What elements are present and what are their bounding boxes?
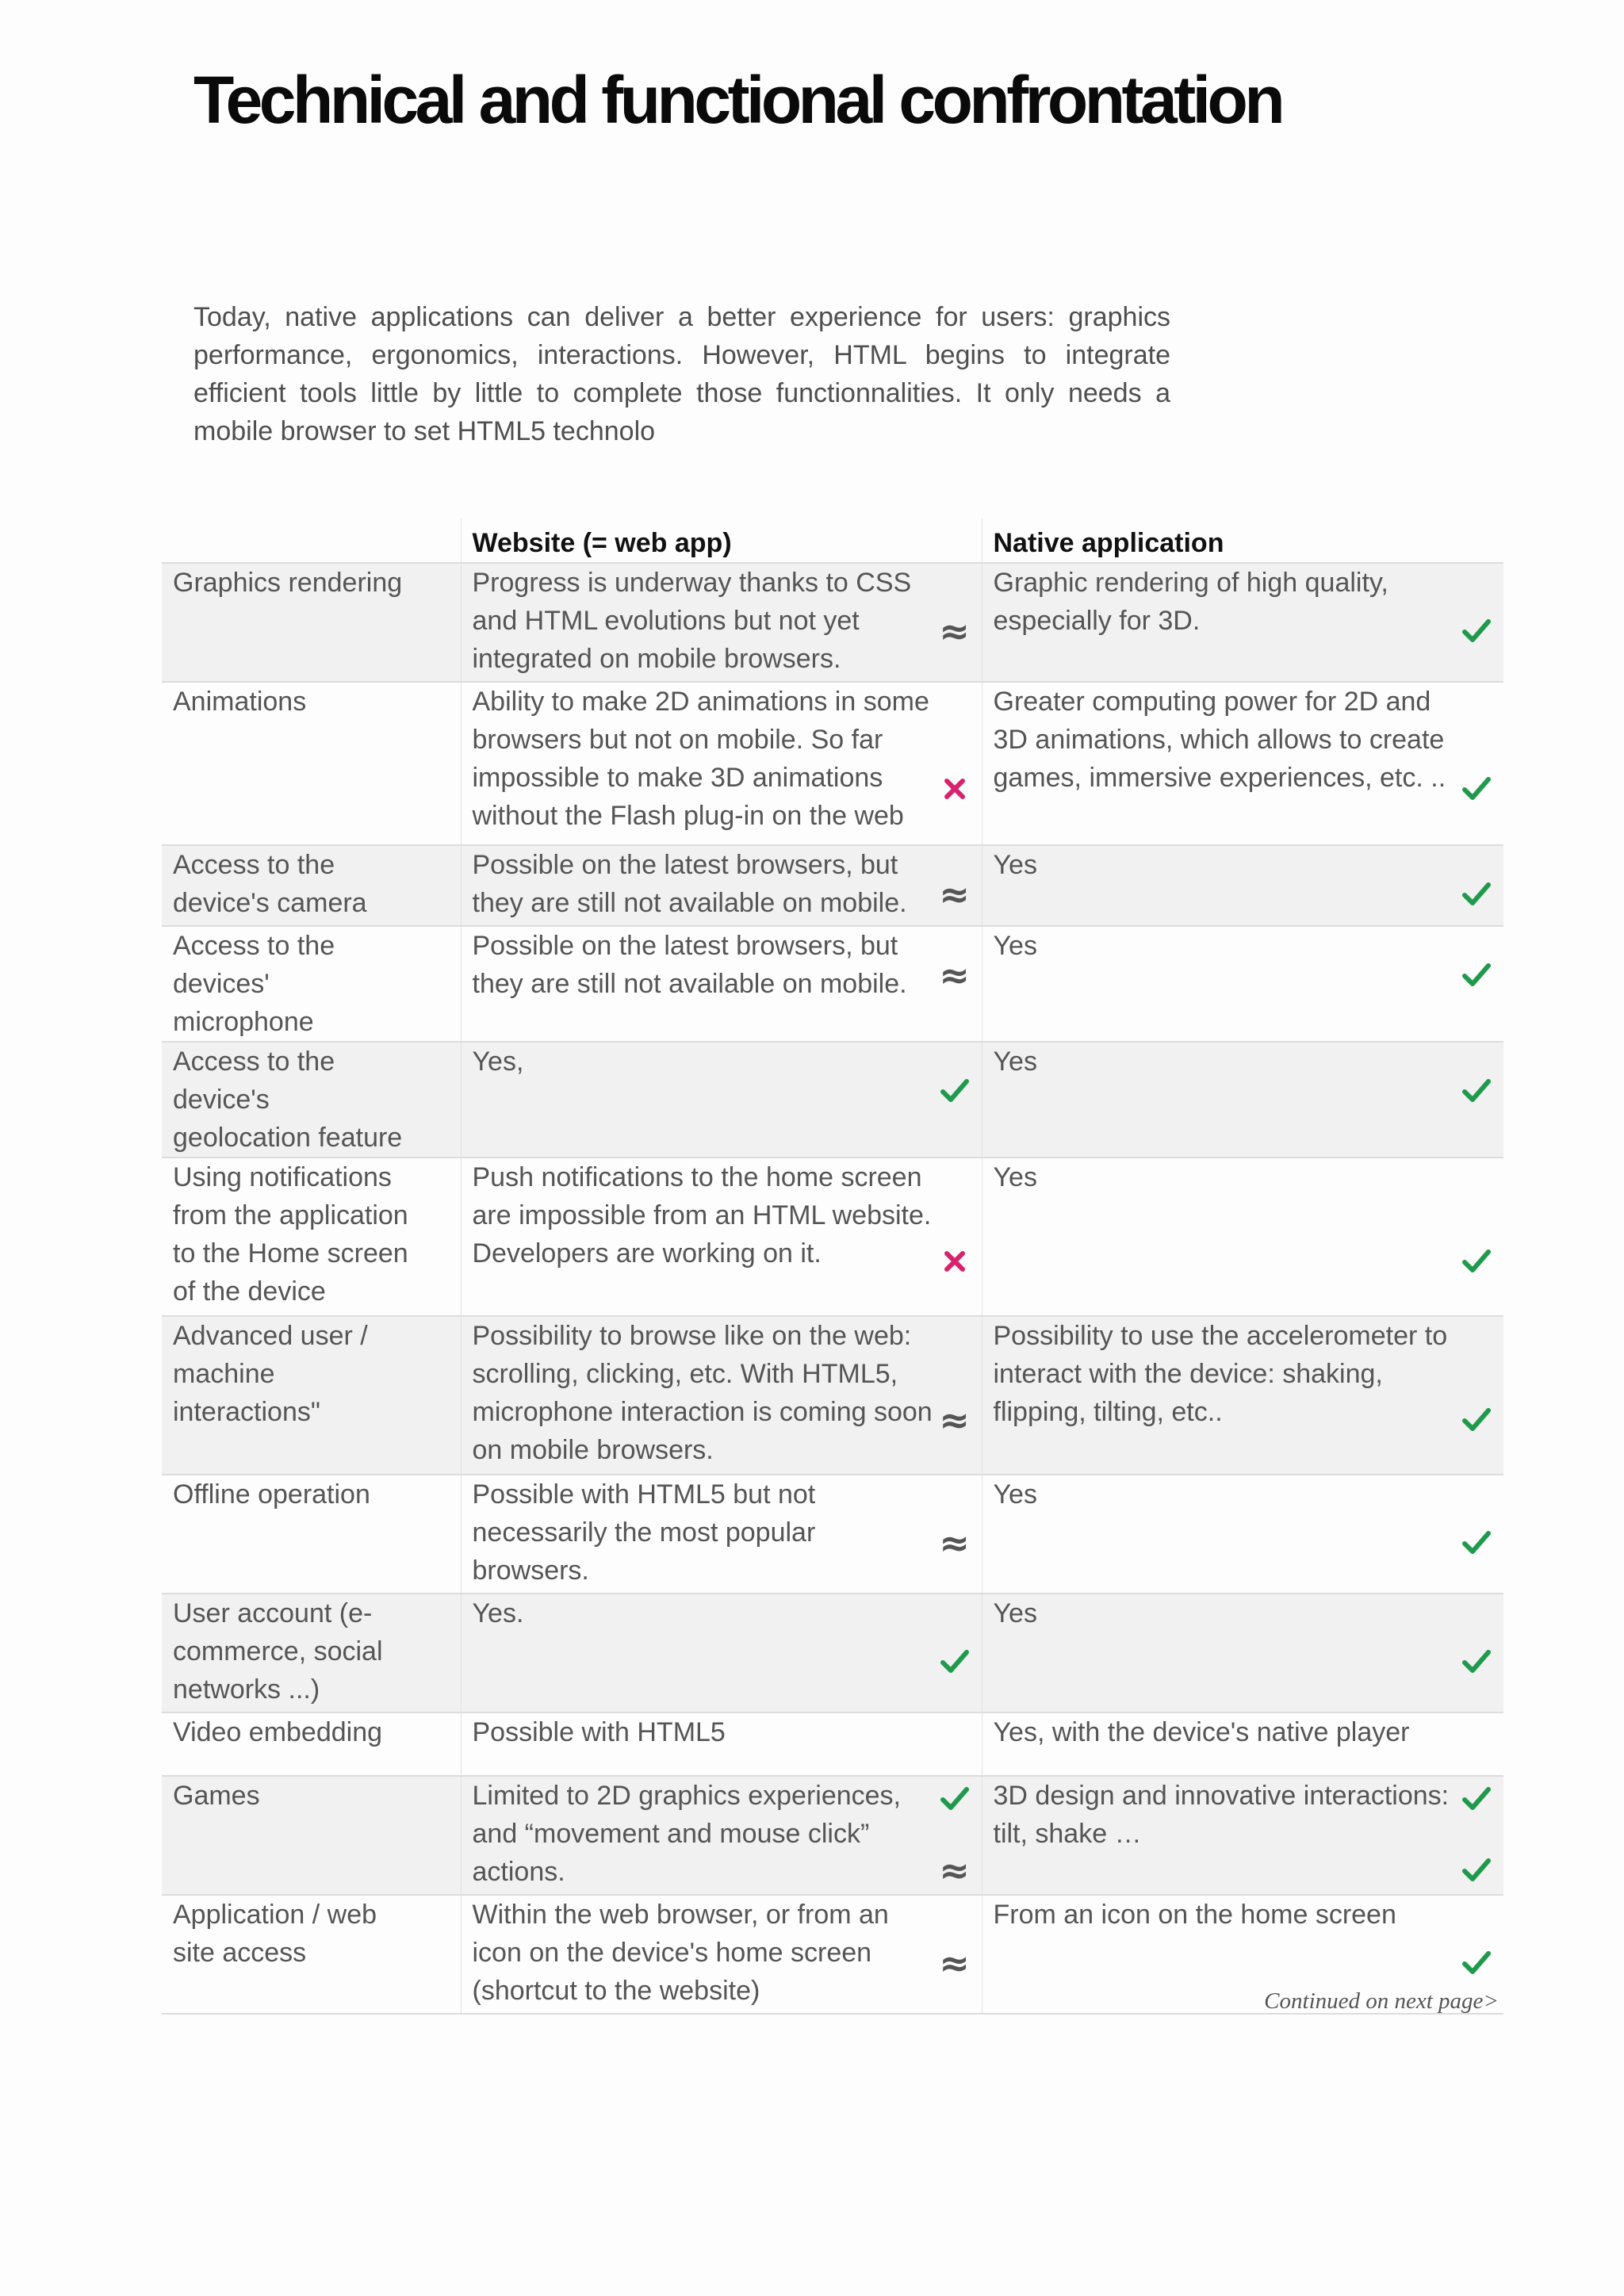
web-cell: [461, 563, 982, 682]
native-text: From an icon on the home screen: [993, 1900, 1396, 1930]
check-icon: [1461, 1646, 1492, 1678]
native-text: Yes: [993, 931, 1037, 961]
feature-label: Access to the device's camera: [173, 850, 367, 918]
feature-label: Offline operation: [173, 1479, 370, 1510]
table-row: [162, 563, 1503, 682]
native-text: Yes: [993, 1598, 1037, 1628]
web-cell: [461, 1594, 982, 1712]
web-text: Yes.: [472, 1598, 524, 1628]
check-icon: [1461, 1527, 1492, 1559]
native-cell: [982, 682, 1503, 845]
native-cell: [982, 1475, 1503, 1594]
web-cell: [461, 1475, 982, 1594]
feature-cell: [162, 563, 461, 682]
approx-icon: ≈: [939, 610, 970, 652]
table-row: [162, 1712, 1503, 1776]
feature-cell: [162, 1475, 461, 1594]
table-row: [162, 682, 1503, 845]
feature-cell: [162, 682, 461, 845]
approx-icon: ≈: [939, 954, 970, 997]
web-text: Within the web browser, or from an icon on the device's home screen (shortcut to the website): [472, 1900, 889, 2006]
feature-cell: [162, 926, 461, 1042]
feature-cell: [162, 1042, 461, 1158]
check-icon: [1461, 1854, 1492, 1886]
web-text: Possible with HTML5 but not necessarily the most popular browsers.: [472, 1479, 816, 1586]
table-row: [162, 1042, 1503, 1158]
native-text: Yes: [993, 1162, 1037, 1192]
feature-cell: [162, 1594, 461, 1712]
feature-label: Advanced user / machine interactions": [173, 1321, 368, 1427]
feature-label: Access to the device's geolocation feature: [173, 1047, 403, 1153]
web-text: Possible with HTML5: [472, 1717, 726, 1747]
cross-icon: [939, 1246, 971, 1277]
check-icon: [1461, 1404, 1492, 1436]
web-cell: [461, 1042, 982, 1158]
check-icon: [1461, 878, 1492, 910]
native-text: Yes: [993, 850, 1037, 880]
web-cell: [461, 1158, 982, 1316]
feature-label: Animations: [173, 687, 307, 717]
feature-cell: [162, 1712, 461, 1776]
feature-cell: [162, 1158, 461, 1316]
header-native: Native application: [993, 528, 1224, 558]
web-cell: [461, 926, 982, 1042]
web-text: Possible on the latest browsers, but they are still not available on mobile.: [472, 931, 907, 999]
native-cell: [982, 1158, 1503, 1316]
table-row: [162, 926, 1503, 1042]
web-cell: [461, 682, 982, 845]
feature-label: Games: [173, 1781, 260, 1811]
feature-cell: [162, 845, 461, 926]
native-text: Graphic rendering of high quality, especially for 3D.: [993, 568, 1388, 636]
check-icon: [939, 1783, 971, 1815]
table-header-row: [162, 519, 1503, 563]
header-website: Website (= web app): [461, 519, 982, 563]
web-cell: [461, 845, 982, 926]
check-icon: [1461, 1783, 1492, 1815]
approx-icon: ≈: [939, 873, 970, 916]
approx-icon: ≈: [939, 1849, 970, 1892]
feature-label: Using notifications from the application to the Home screen of the device: [173, 1162, 408, 1307]
check-icon: [939, 1075, 971, 1107]
web-text: Possible on the latest browsers, but they are still not available on mobile.: [472, 850, 907, 918]
web-cell: [461, 1895, 982, 2014]
web-text: Limited to 2D graphics experiences, and “movement and mouse click” actions.: [472, 1781, 901, 1887]
native-cell: [982, 1776, 1503, 1895]
native-text: Greater computing power for 2D and 3D animations, which allows to create games, immersive experiences, etc. ..: [993, 687, 1446, 793]
page-title: Technical and functional confrontation: [193, 63, 1282, 137]
check-icon: [1461, 1246, 1492, 1277]
web-text: Push notifications to the home screen are impossible from an HTML website. Developers are working on it.: [472, 1162, 932, 1269]
web-cell: [461, 1712, 982, 1776]
cross-icon: [939, 773, 971, 805]
native-cell: [982, 845, 1503, 926]
feature-label: User account (e-commerce, social networks ...): [173, 1598, 383, 1705]
continued-note: Continued on next page>: [1264, 1988, 1499, 2014]
native-text: Yes: [993, 1047, 1037, 1077]
native-cell: [982, 563, 1503, 682]
native-cell: [982, 1594, 1503, 1712]
web-cell: [461, 1776, 982, 1895]
feature-cell: [162, 1776, 461, 1895]
feature-cell: [162, 1316, 461, 1475]
feature-label: Access to the devices' microphone: [173, 931, 335, 1037]
web-text: Progress is underway thanks to CSS and HTML evolutions but not yet integrated on mobile browsers.: [472, 568, 912, 674]
comparison-table: [162, 519, 1503, 2015]
intro-paragraph: Today, native applications can deliver a better experience for users: graphics performance, ergonomics, interactions. However, HTML begins to integrate efficient tools little by little to complete those functionnalities. It only needs a mobile browser to set HTML5 technolo: [193, 302, 1170, 446]
native-cell: [982, 1042, 1503, 1158]
feature-label: Video embedding: [173, 1717, 383, 1747]
web-text: Yes,: [472, 1047, 524, 1077]
feature-label: Graphics rendering: [173, 568, 403, 598]
web-text: Ability to make 2D animations in some browsers but not on mobile. So far impossible to make 3D animations without the Flash plug-in on the web: [472, 687, 929, 831]
web-cell: [461, 1316, 982, 1475]
header-feature: [162, 519, 461, 563]
table-row: [162, 1475, 1503, 1594]
native-text: Yes, with the device's native player: [993, 1717, 1410, 1747]
approx-icon: ≈: [939, 1399, 970, 1441]
check-icon: [1461, 959, 1492, 991]
native-cell: [982, 926, 1503, 1042]
table-row: [162, 1776, 1503, 1895]
check-icon: [939, 1646, 971, 1678]
table-row: [162, 1316, 1503, 1475]
table-row: [162, 1594, 1503, 1712]
approx-icon: ≈: [939, 1521, 970, 1564]
feature-label: Application / web site access: [173, 1900, 377, 1968]
native-cell: [982, 1712, 1503, 1776]
table-row: [162, 845, 1503, 926]
feature-cell: [162, 1895, 461, 2014]
check-icon: [1461, 773, 1492, 805]
native-text: Yes: [993, 1479, 1037, 1510]
table-row: [162, 1158, 1503, 1316]
check-icon: [1461, 1947, 1492, 1979]
native-text: Possibility to use the accelerometer to interact with the device: shaking, flipping, tilting, etc..: [993, 1321, 1448, 1427]
web-text: Possibility to browse like on the web: scrolling, clicking, etc. With HTML5, microphone interaction is coming soon on mobile browsers.: [472, 1321, 933, 1465]
native-cell: [982, 1316, 1503, 1475]
approx-icon: ≈: [939, 1942, 970, 1984]
native-text: 3D design and innovative interactions: tilt, shake …: [993, 1781, 1450, 1849]
check-icon: [1461, 615, 1492, 647]
check-icon: [1461, 1075, 1492, 1107]
